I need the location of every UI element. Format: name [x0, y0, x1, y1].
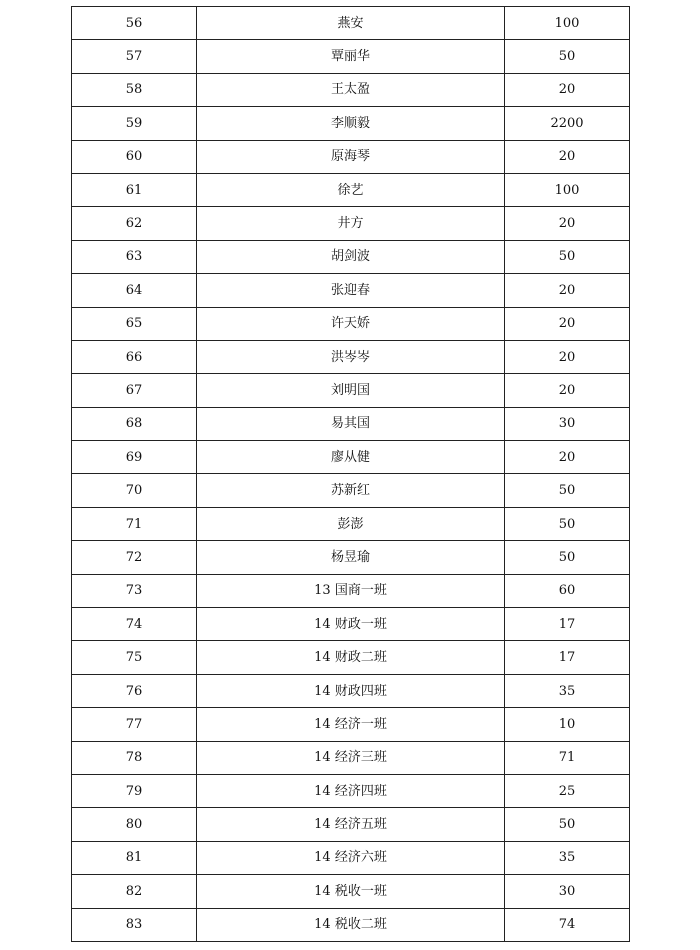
- row-name-cell: 14 经济六班: [197, 841, 505, 874]
- row-name-cell: 14 财政一班: [197, 608, 505, 641]
- table-row: [72, 608, 630, 641]
- table-row: [72, 841, 630, 874]
- row-amount-cell: 20: [505, 140, 630, 173]
- table-row: [72, 207, 630, 240]
- row-amount-cell: 71: [505, 741, 630, 774]
- row-amount-cell: 20: [505, 207, 630, 240]
- row-number-cell: 63: [72, 240, 197, 273]
- row-amount-cell: 25: [505, 774, 630, 807]
- row-number-cell: 66: [72, 340, 197, 373]
- donation-table-body: [72, 7, 630, 942]
- row-number-cell: 79: [72, 774, 197, 807]
- row-name-cell: 14 税收二班: [197, 908, 505, 941]
- row-number-cell: 75: [72, 641, 197, 674]
- row-amount-cell: 50: [505, 808, 630, 841]
- table-row: [72, 641, 630, 674]
- row-amount-cell: 35: [505, 841, 630, 874]
- row-number-cell: 77: [72, 708, 197, 741]
- table-row: [72, 474, 630, 507]
- row-amount-cell: 50: [505, 474, 630, 507]
- row-amount-cell: 74: [505, 908, 630, 941]
- row-name-cell: 李顺毅: [197, 107, 505, 140]
- table-row: [72, 407, 630, 440]
- row-number-cell: 61: [72, 173, 197, 206]
- row-name-cell: 杨昱瑜: [197, 541, 505, 574]
- table-row: [72, 240, 630, 273]
- row-name-cell: 刘明国: [197, 374, 505, 407]
- row-number-cell: 69: [72, 441, 197, 474]
- row-amount-cell: 20: [505, 340, 630, 373]
- row-name-cell: 覃丽华: [197, 40, 505, 73]
- table-row: [72, 173, 630, 206]
- row-number-cell: 73: [72, 574, 197, 607]
- row-name-cell: 彭澎: [197, 507, 505, 540]
- row-number-cell: 62: [72, 207, 197, 240]
- row-number-cell: 60: [72, 140, 197, 173]
- row-name-cell: 13 国商一班: [197, 574, 505, 607]
- table-row: [72, 73, 630, 106]
- table-row: [72, 274, 630, 307]
- row-amount-cell: 20: [505, 374, 630, 407]
- row-name-cell: 井方: [197, 207, 505, 240]
- row-number-cell: 56: [72, 7, 197, 40]
- row-amount-cell: 100: [505, 7, 630, 40]
- table-row: [72, 774, 630, 807]
- row-number-cell: 70: [72, 474, 197, 507]
- table-row: [72, 7, 630, 40]
- row-number-cell: 78: [72, 741, 197, 774]
- table-row: [72, 441, 630, 474]
- donation-table: [71, 6, 630, 942]
- row-number-cell: 71: [72, 507, 197, 540]
- row-amount-cell: 50: [505, 240, 630, 273]
- table-row: [72, 808, 630, 841]
- row-amount-cell: 60: [505, 574, 630, 607]
- table-row: [72, 875, 630, 908]
- table-row: [72, 140, 630, 173]
- row-amount-cell: 20: [505, 73, 630, 106]
- row-amount-cell: 10: [505, 708, 630, 741]
- row-name-cell: 14 财政二班: [197, 641, 505, 674]
- row-number-cell: 64: [72, 274, 197, 307]
- row-number-cell: 76: [72, 674, 197, 707]
- row-amount-cell: 17: [505, 608, 630, 641]
- row-name-cell: 许天娇: [197, 307, 505, 340]
- row-name-cell: 燕安: [197, 7, 505, 40]
- table-row: [72, 307, 630, 340]
- row-amount-cell: 50: [505, 507, 630, 540]
- row-amount-cell: 50: [505, 541, 630, 574]
- row-amount-cell: 100: [505, 173, 630, 206]
- row-number-cell: 59: [72, 107, 197, 140]
- table-row: [72, 541, 630, 574]
- row-name-cell: 张迎春: [197, 274, 505, 307]
- row-amount-cell: 20: [505, 441, 630, 474]
- table-row: [72, 507, 630, 540]
- row-name-cell: 徐艺: [197, 173, 505, 206]
- row-number-cell: 68: [72, 407, 197, 440]
- row-number-cell: 83: [72, 908, 197, 941]
- row-name-cell: 14 经济一班: [197, 708, 505, 741]
- row-name-cell: 14 经济四班: [197, 774, 505, 807]
- row-amount-cell: 30: [505, 407, 630, 440]
- row-name-cell: 原海琴: [197, 140, 505, 173]
- row-number-cell: 82: [72, 875, 197, 908]
- row-amount-cell: 17: [505, 641, 630, 674]
- row-number-cell: 57: [72, 40, 197, 73]
- row-amount-cell: 2200: [505, 107, 630, 140]
- row-number-cell: 80: [72, 808, 197, 841]
- row-name-cell: 胡剑波: [197, 240, 505, 273]
- table-row: [72, 574, 630, 607]
- row-name-cell: 王太盈: [197, 73, 505, 106]
- row-amount-cell: 30: [505, 875, 630, 908]
- row-number-cell: 74: [72, 608, 197, 641]
- row-number-cell: 58: [72, 73, 197, 106]
- row-name-cell: 廖从健: [197, 441, 505, 474]
- row-name-cell: 14 财政四班: [197, 674, 505, 707]
- row-name-cell: 洪岑岑: [197, 340, 505, 373]
- row-number-cell: 81: [72, 841, 197, 874]
- row-name-cell: 14 经济三班: [197, 741, 505, 774]
- table-row: [72, 340, 630, 373]
- row-number-cell: 65: [72, 307, 197, 340]
- table-row: [72, 908, 630, 941]
- row-name-cell: 14 经济五班: [197, 808, 505, 841]
- table-row: [72, 741, 630, 774]
- table-row: [72, 674, 630, 707]
- row-name-cell: 14 税收一班: [197, 875, 505, 908]
- row-amount-cell: 20: [505, 274, 630, 307]
- table-row: [72, 40, 630, 73]
- row-amount-cell: 50: [505, 40, 630, 73]
- table-row: [72, 374, 630, 407]
- row-number-cell: 72: [72, 541, 197, 574]
- row-name-cell: 苏新红: [197, 474, 505, 507]
- row-amount-cell: 35: [505, 674, 630, 707]
- row-amount-cell: 20: [505, 307, 630, 340]
- row-number-cell: 67: [72, 374, 197, 407]
- table-row: [72, 107, 630, 140]
- table-row: [72, 708, 630, 741]
- row-name-cell: 易其国: [197, 407, 505, 440]
